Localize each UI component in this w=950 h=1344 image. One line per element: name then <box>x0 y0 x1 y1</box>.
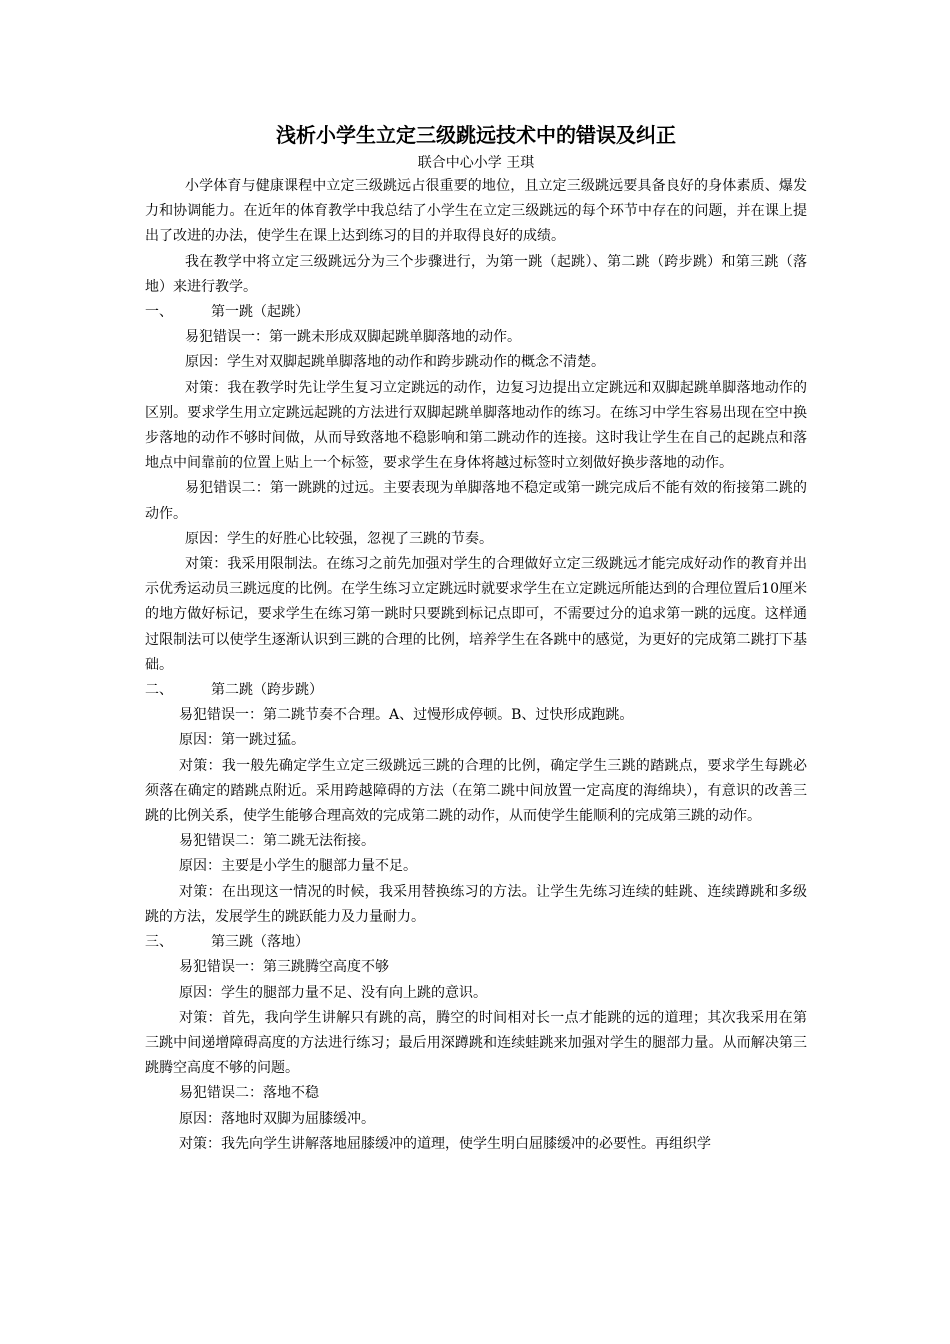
section-1-paragraph-5: 原因：学生的好胜心比较强，忽视了三跳的节奏。 <box>185 530 493 547</box>
section-3-paragraph-4: 易犯错误二：落地不稳 <box>179 1085 319 1102</box>
section-heading-3 <box>145 930 807 955</box>
section-title: 第一跳（起跳） <box>211 304 309 321</box>
document-author: 联合中心小学 王琪 <box>417 155 535 171</box>
section-heading-2 <box>145 678 807 703</box>
section-heading-1 <box>145 300 807 325</box>
section-title: 第二跳（跨步跳） <box>211 682 323 699</box>
section-3-paragraph-5: 原因：落地时双脚为屈膝缓冲。 <box>179 1110 375 1127</box>
section-1-paragraph-4: 易犯错误二：第一跳跳的过远。主要表现为单脚落地不稳定或第一跳完成后不能有效的衔接第二跳的动作。 <box>145 480 807 522</box>
document-page <box>145 118 807 1157</box>
section-2-paragraph-6: 对策：在出现这一情况的时候，我采用替换练习的方法。让学生先练习连续的蛙跳、连续蹲跳和多级跳的方法，发展学生的跳跃能力及力量耐力。 <box>145 883 807 925</box>
section-number: 三、 <box>145 934 173 951</box>
section-3-paragraph-3: 对策：首先，我向学生讲解只有跳的高，腾空的时间相对长一点才能跳的远的道理；其次我采用在第三跳中间递增障碍高度的方法进行练习；最后用深蹲跳和连续蛙跳来加强对学生的腿部力量。从而解决第三跳腾空高度不够的问题。 <box>145 1009 807 1077</box>
section-3-paragraph-1: 易犯错误一：第三跳腾空高度不够 <box>179 959 389 976</box>
intro-paragraph-1: 小学体育与健康课程中立定三级跳远占很重要的地位，且立定三级跳远要具备良好的身体素质、爆发力和协调能力。在近年的体育教学中我总结了小学生在立定三级跳远的每个环节中存在的问题，并在课上提出了改进的办法，使学生在课上达到练习的目的并取得良好的成绩。 <box>145 178 807 245</box>
section-2-paragraph-5: 原因：主要是小学生的腿部力量不足。 <box>179 858 417 875</box>
section-number: 二、 <box>145 682 173 699</box>
section-3-paragraph-6: 对策：我先向学生讲解落地屈膝缓冲的道理，使学生明白屈膝缓冲的必要性。再组织学 <box>179 1135 711 1152</box>
section-2-paragraph-2: 原因：第一跳过猛。 <box>179 732 305 749</box>
section-2-paragraph-3: 对策：我一般先确定学生立定三级跳远三跳的合理的比例，确定学生三跳的踏跳点，要求学生每跳必须落在确定的踏跳点附近。采用跨越障碍的方法（在第二跳中间放置一定高度的海绵块），有意识的改善三跳的比例关系，使学生能够合理高效的完成第二跳的动作，从而使学生能顺利的完成第三跳的动作。 <box>145 757 807 825</box>
section-1-paragraph-6: 对策：我采用限制法。在练习之前先加强对学生的合理做好立定三级跳远才能完成好动作的教育并出示优秀运动员三跳远度的比例。在学生练习立定跳远时就要求学生在立定跳远所能达到的合理位置后10厘米的地方做好标记，要求学生在练习第一跳时只要跳到标记点即可，不需要过分的追求第一跳的远度。这样通过限制法可以使学生逐渐认识到三跳的合理的比例，培养学生在各跳中的感觉，为更好的完成第二跳打下基础。 <box>145 556 807 673</box>
section-title: 第三跳（落地） <box>211 934 309 951</box>
section-1-paragraph-1: 易犯错误一：第一跳未形成双脚起跳单脚落地的动作。 <box>185 329 521 346</box>
section-3-paragraph-2: 原因：学生的腿部力量不足、没有向上跳的意识。 <box>179 984 487 1001</box>
section-1-paragraph-3: 对策：我在教学时先让学生复习立定跳远的动作，边复习边提出立定跳远和双脚起跳单脚落地动作的区别。要求学生用立定跳远起跳的方法进行双脚起跳单脚落地动作的练习。在练习中学生容易出现在空中换步落地的动作不够时间做，从而导致落地不稳影响和第二跳动作的连接。这时我让学生在自己的起跳点和落地点中间靠前的位置上贴上一个标签，要求学生在身体将越过标签时立刻做好换步落地的动作。 <box>145 379 807 472</box>
document-title: 浅析小学生立定三级跳远技术中的错误及纠正 <box>276 123 676 147</box>
section-2-paragraph-1: 易犯错误一：第二跳节奏不合理。A、过慢形成停顿。B、过快形成跑跳。 <box>179 707 634 724</box>
section-number: 一、 <box>145 304 173 321</box>
section-1-paragraph-2: 原因：学生对双脚起跳单脚落地的动作和跨步跳动作的概念不清楚。 <box>185 354 605 371</box>
section-2-paragraph-4: 易犯错误二：第二跳无法衔接。 <box>179 833 375 850</box>
intro-paragraph-2: 我在教学中将立定三级跳远分为三个步骤进行，为第一跳（起跳）、第二跳（跨步跳）和第三跳（落地）来进行教学。 <box>145 253 807 295</box>
